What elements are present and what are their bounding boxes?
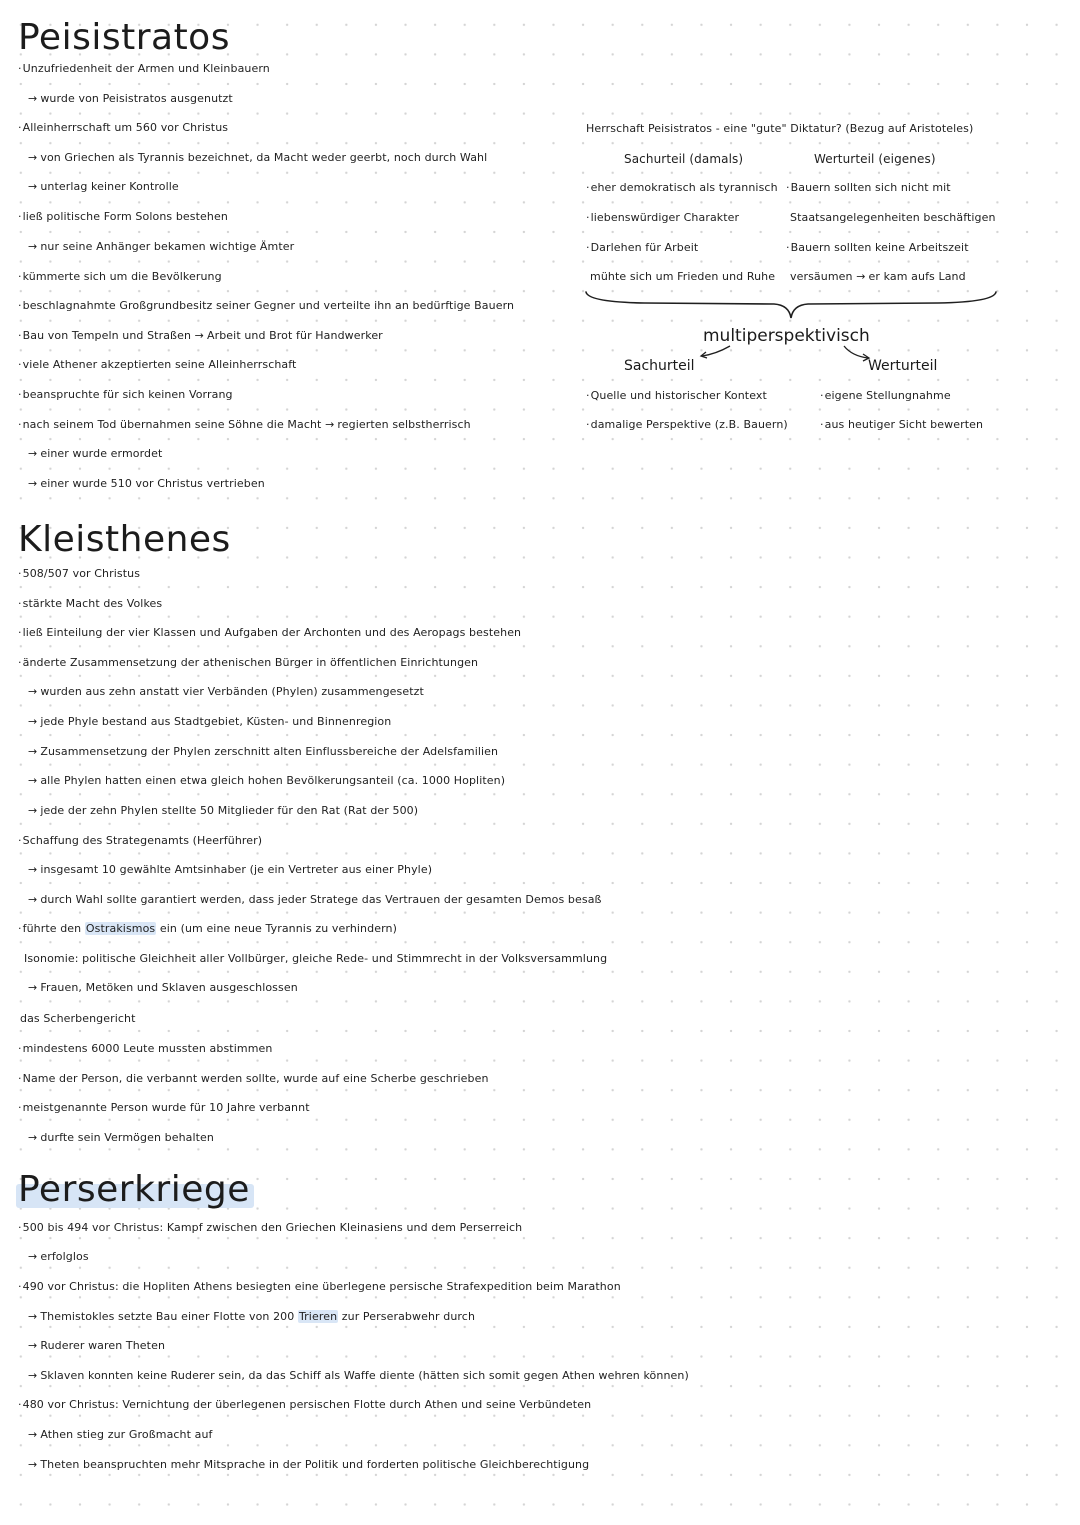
arrow-icon: → [28, 774, 38, 787]
werturteil-item: · Bauern sollten sich nicht mit [786, 181, 951, 195]
perserkriege-line: → Ruderer waren Theten [28, 1339, 166, 1352]
arrow-icon: → [28, 981, 38, 994]
perserkriege-line: → Athen stieg zur Großmacht auf [28, 1428, 213, 1441]
peisistratos-line: → unterlag keiner Kontrolle [28, 180, 179, 193]
arrow-icon: → [28, 1250, 38, 1263]
werturteil-point: · eigene Stellungnahme [820, 389, 951, 403]
perserkriege-line: · 480 vor Christus: Vernichtung der überlegenen persischen Flotte durch Athen und seine Verbündeten [18, 1398, 591, 1412]
kleisthenes-line: · änderte Zusammensetzung der athenischen Bürger in öffentlichen Einrichtungen [18, 656, 478, 670]
arrow-icon: → [28, 863, 38, 876]
arrow-icon: → [28, 893, 38, 906]
arrow-icon: → [28, 1428, 38, 1441]
peisistratos-line: · Bau von Tempeln und Straßen → Arbeit und Brot für Handwerker [18, 329, 383, 343]
werturteil-item: versäumen → er kam aufs Land [790, 270, 966, 283]
sachurteil-header: Sachurteil (damals) [624, 152, 744, 166]
kleisthenes-line: · meistgenannte Person wurde für 10 Jahre verbannt [18, 1101, 310, 1115]
sachurteil-label: Sachurteil [624, 358, 695, 374]
perserkriege-heading: Perserkriege [18, 1170, 250, 1210]
trieren-highlight: Trieren [298, 1310, 338, 1323]
multiperspektivisch-label: multiperspektivisch [703, 326, 870, 346]
peisistratos-line: → wurde von Peisistratos ausgenutzt [28, 92, 233, 105]
perserkriege-line: · 490 vor Christus: die Hopliten Athens besiegten eine überlegene persische Strafexpedition beim Marathon [18, 1280, 621, 1294]
kleisthenes-line: → insgesamt 10 gewählte Amtsinhaber (je ein Vertreter aus einer Phyle) [28, 863, 433, 876]
peisistratos-line: · ließ politische Form Solons bestehen [18, 210, 228, 224]
kleisthenes-line: → Frauen, Metöken und Sklaven ausgeschlossen [28, 981, 298, 994]
arrow-left-icon [698, 344, 732, 360]
kleisthenes-line: · ließ Einteilung der vier Klassen und Aufgaben der Archonten und des Aeropags bestehen [18, 626, 521, 640]
perserkriege-line: → Sklaven konnten keine Ruderer sein, da das Schiff als Waffe diente (hätten sich somit gegen Athen wehren können) [28, 1369, 689, 1382]
werturteil-point: · aus heutiger Sicht bewerten [820, 418, 983, 432]
peisistratos-line: · viele Athener akzeptierten seine Alleinherrschaft [18, 358, 296, 372]
arrow-icon: → [28, 1339, 38, 1352]
arrow-icon: → [28, 1458, 38, 1471]
arrow-icon: → [28, 1369, 38, 1382]
kleisthenes-line: · mindestens 6000 Leute mussten abstimmen [18, 1042, 272, 1056]
kleisthenes-line: · Name der Person, die verbannt werden sollte, wurde auf eine Scherbe geschrieben [18, 1072, 489, 1086]
sachurteil-point: · Quelle und historischer Kontext [586, 389, 767, 403]
diktatur-question: Herrschaft Peisistratos - eine "gute" Diktatur? (Bezug auf Aristoteles) [586, 122, 974, 135]
werturteil-header: Werturteil (eigenes) [814, 152, 936, 166]
arrow-icon: → [28, 240, 38, 253]
perserkriege-line: → erfolglos [28, 1250, 89, 1263]
kleisthenes-line: → jede der zehn Phylen stellte 50 Mitglieder für den Rat (Rat der 500) [28, 804, 419, 817]
kleisthenes-line: → durch Wahl sollte garantiert werden, dass jeder Stratege das Vertrauen der gesamten Demos besaß [28, 893, 602, 906]
peisistratos-line: · beschlagnahmte Großgrundbesitz seiner Gegner und verteilte ihn an bedürftige Bauern [18, 299, 514, 313]
arrow-icon: → [28, 685, 38, 698]
kleisthenes-line: · stärkte Macht des Volkes [18, 597, 162, 611]
sachurteil-item: · liebenswürdiger Charakter [586, 211, 739, 225]
peisistratos-line: → von Griechen als Tyrannis bezeichnet, da Macht weder geerbt, noch durch Wahl [28, 151, 488, 164]
werturteil-item: Staatsangelegenheiten beschäftigen [790, 211, 996, 224]
sachurteil-point: · damalige Perspektive (z.B. Bauern) [586, 418, 788, 432]
kleisthenes-line: → jede Phyle bestand aus Stadtgebiet, Küsten- und Binnenregion [28, 715, 392, 728]
arrow-icon: → [28, 92, 38, 105]
kleisthenes-line: · führte den Ostrakismos ein (um eine neue Tyrannis zu verhindern) [18, 922, 397, 936]
perserkriege-line: → Themistokles setzte Bau einer Flotte von 200 Trieren zur Perserabwehr durch [28, 1310, 476, 1323]
kleisthenes-line: · 508/507 vor Christus [18, 567, 140, 581]
arrow-icon: → [28, 477, 38, 490]
arrow-icon: → [856, 270, 866, 283]
kleisthenes-line: → durfte sein Vermögen behalten [28, 1131, 214, 1144]
arrow-icon: → [28, 180, 38, 193]
arrow-icon: → [28, 1310, 38, 1323]
arrow-icon: → [325, 418, 335, 431]
kleisthenes-line: → Zusammensetzung der Phylen zerschnitt alten Einflussbereiche der Adelsfamilien [28, 745, 499, 758]
peisistratos-line: · nach seinem Tod übernahmen seine Söhne die Macht → regierten selbstherrisch [18, 418, 471, 432]
sachurteil-item: mühte sich um Frieden und Ruhe [590, 270, 776, 283]
scherbengericht-title: das Scherbengericht [20, 1012, 136, 1025]
arrow-icon: → [28, 715, 38, 728]
kleisthenes-line: → alle Phylen hatten einen etwa gleich hohen Bevölkerungsanteil (ca. 1000 Hopliten) [28, 774, 506, 787]
curly-brace-icon [584, 288, 998, 322]
werturteil-label: Werturteil [868, 358, 938, 374]
peisistratos-line: → einer wurde 510 vor Christus vertrieben [28, 477, 265, 490]
kleisthenes-line: Isonomie: politische Gleichheit aller Vollbürger, gleiche Rede- und Stimmrecht in der Volksversammlung [24, 952, 608, 965]
sachurteil-item: · Darlehen für Arbeit [586, 241, 698, 255]
ostrakismos-highlight: Ostrakismos [85, 922, 156, 935]
kleisthenes-line: → wurden aus zehn anstatt vier Verbänden (Phylen) zusammengesetzt [28, 685, 424, 698]
peisistratos-heading: Peisistratos [18, 17, 230, 58]
peisistratos-line: · Alleinherrschaft um 560 vor Christus [18, 121, 228, 135]
sachurteil-item: · eher demokratisch als tyrannisch [586, 181, 778, 195]
kleisthenes-line: · Schaffung des Strategenamts (Heerführer) [18, 834, 262, 848]
arrow-icon: → [28, 447, 38, 460]
peisistratos-line: → nur seine Anhänger bekamen wichtige Ämter [28, 240, 295, 253]
peisistratos-line: → einer wurde ermordet [28, 447, 163, 460]
perserkriege-line: · 500 bis 494 vor Christus: Kampf zwischen den Griechen Kleinasiens und dem Perserreich [18, 1221, 522, 1235]
perserkriege-line: → Theten beanspruchten mehr Mitsprache in der Politik und forderten politische Gleichberechtigung [28, 1458, 590, 1471]
arrow-icon: → [28, 745, 38, 758]
peisistratos-line: · kümmerte sich um die Bevölkerung [18, 270, 222, 284]
kleisthenes-heading: Kleisthenes [18, 519, 231, 560]
peisistratos-line: · Unzufriedenheit der Armen und Kleinbauern [18, 62, 270, 76]
arrow-icon: → [194, 329, 204, 342]
werturteil-item: · Bauern sollten keine Arbeitszeit [786, 241, 969, 255]
arrow-icon: → [28, 804, 38, 817]
peisistratos-line: · beanspruchte für sich keinen Vorrang [18, 388, 233, 402]
arrow-icon: → [28, 1131, 38, 1144]
arrow-icon: → [28, 151, 38, 164]
